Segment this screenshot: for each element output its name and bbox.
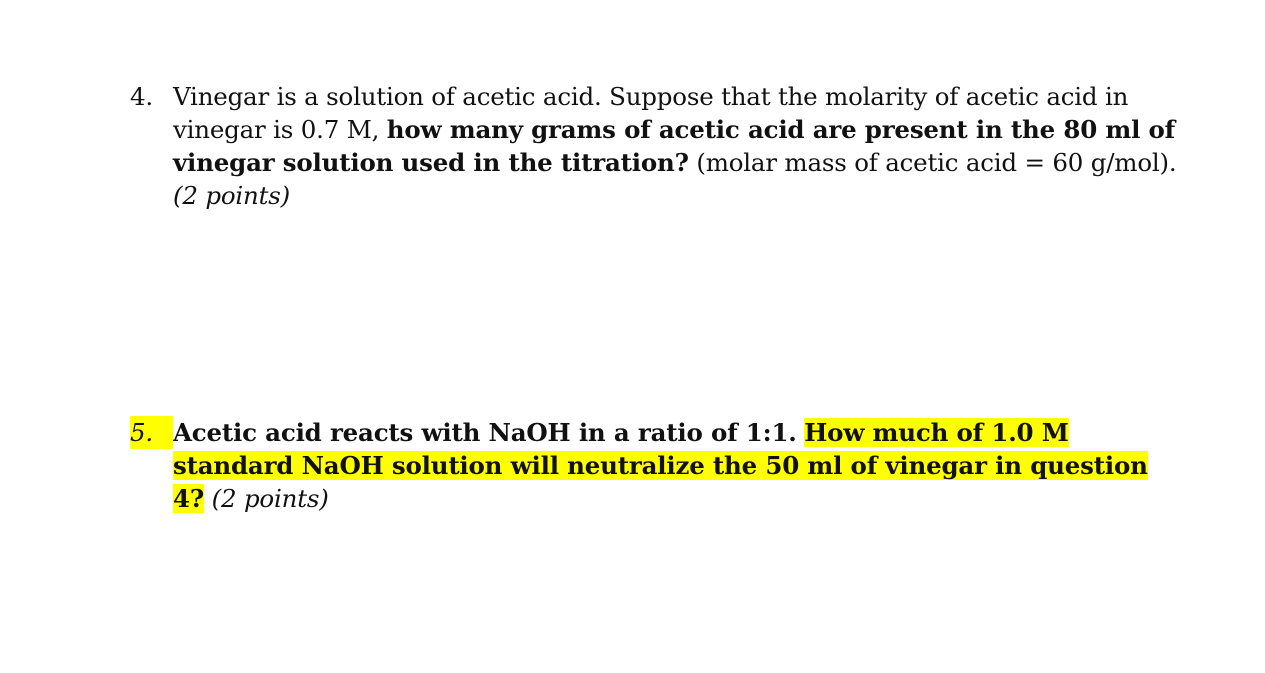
question-5-text [173,416,1180,515]
question-4-intro: Vinegar is a solution of acetic acid. Suppose that the molarity of acetic acid in vinegar is 0.7 M, [173,82,1129,144]
question-4-number: 4. [130,82,153,111]
question-5-points: (2 points) [211,484,329,513]
question-4-points: (2 points) [173,181,290,210]
question-5-bold-intro: Acetic acid reacts with NaOH in a ratio of 1:1. [173,418,797,447]
question-4-molar-mass-note: (molar mass of acetic acid = 60 g/mol). [688,148,1177,177]
question-4-text [173,80,1180,212]
question-4-bold-question: how many grams of acetic acid are present in the 80 ml of vinegar solution used in the titration? [173,115,1176,177]
question-4 [130,80,1180,212]
question-5-bold-question: How much of 1.0 M standard NaOH solution will neutralize the 50 ml of vinegar in question 4? [173,418,1148,513]
question-5-number: 5. [130,416,173,449]
question-5 [130,416,1180,515]
